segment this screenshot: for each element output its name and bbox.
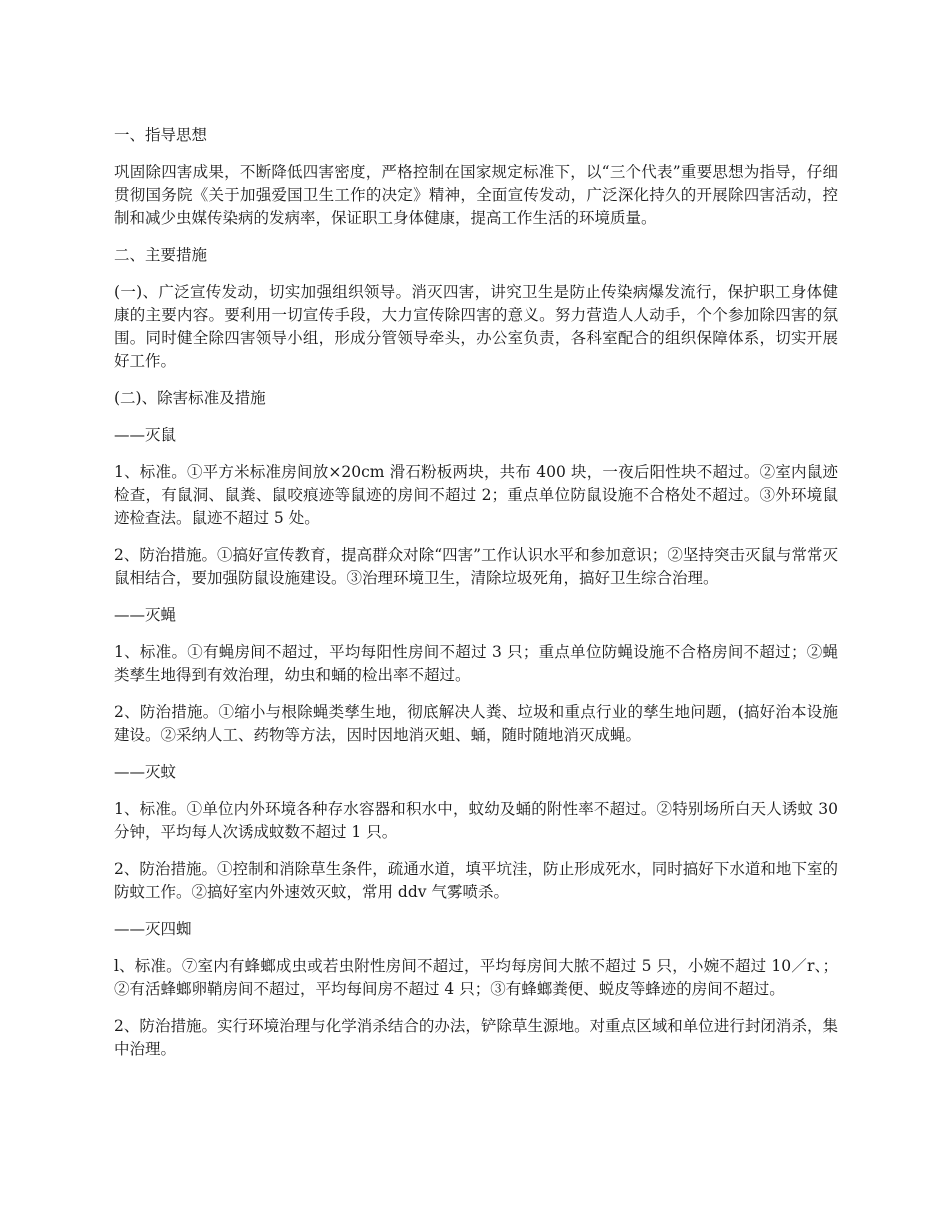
item-heading-rats: ——灭鼠 [114,426,177,444]
paragraph-guiding-ideology: 巩固除四害成果，不断降低四害密度，严格控制在国家规定标准下，以“三个代表”重要思想为指导，仔细贯彻国务院《关于加强爱国卫生工作的决定》精神，全面宣传发动，广泛深化持久的开展除四害活动，控制和减少虫媒传染病的发病率，保证职工身体健康，提高工作生活的环境质量。 [114,163,838,227]
paragraph-cockroaches-measures: 2、防治措施。实行环境治理与化学消杀结合的办法，铲除草生源地。对重点区域和单位进行封闭消杀，集中治理。 [114,1017,838,1058]
section-heading-main-measures: 二、主要措施 [114,246,208,264]
item-heading-mosquitoes: ——灭蚊 [114,763,177,781]
subsection-heading-standards: (二)、除害标准及措施 [114,389,266,407]
section-heading-guiding-ideology: 一、指导思想 [114,126,208,144]
item-heading-flies: ——灭蝇 [114,606,177,624]
paragraph-flies-measures: 2、防治措施。①缩小与根除蝇类孳生地，彻底解决人粪、垃圾和重点行业的孳生地问题，(搞好治本设施建设。②采纳人工、药物等方法，因时因地消灭蛆、蛹，随时随地消灭成蝇。 [114,703,838,744]
paragraph-rats-standard: 1、标准。①平方米标准房间放×20cm 滑石粉板两块，共布 400 块，一夜后阳性块不超过。②室内鼠迹检查，有鼠洞、鼠粪、鼠咬痕迹等鼠迹的房间不超过 2；重点单位防鼠设施不合格处不超过。③外环境鼠迹检查法。鼠迹不超过 5 处。 [114,463,838,527]
paragraph-flies-standard: 1、标准。①有蝇房间不超过，平均每阳性房间不超过 3 只；重点单位防蝇设施不合格房间不超过；②蝇类孳生地得到有效治理，幼虫和蛹的检出率不超过。 [114,643,838,684]
paragraph-cockroaches-standard: l、标准。⑦室内有蜂螂成虫或若虫附性房间不超过，平均每房间大脓不超过 5 只，小婉不超过 10／r、；②有活蜂螂卵鞘房间不超过，平均每间房不超过 4 只；③有蜂螂粪便、蜕皮等蜂迹的房间不超过。 [114,957,838,998]
item-heading-cockroaches: ——灭四蜘 [114,920,192,938]
paragraph-publicity-organization: (一)、广泛宣传发动，切实加强组织领导。消灭四害，讲究卫生是防止传染病爆发流行，保护职工身体健康的主要内容。要利用一切宣传手段，大力宣传除四害的意义。努力营造人人动手，个个参加除四害的氛围。同时健全除四害领导小组，形成分管领导牵头，办公室负责，各科室配合的组织保障体系，切实开展好工作。 [114,283,838,370]
paragraph-mosquitoes-standard: 1、标准。①单位内外环境各种存水容器和积水中，蚊幼及蛹的附性率不超过。②特别场所白天人诱蚊 30 分钟，平均每人次诱成蚊数不超过 1 只。 [114,800,838,841]
paragraph-mosquitoes-measures: 2、防治措施。①控制和消除草生条件，疏通水道，填平坑洼，防止形成死水，同时搞好下水道和地下室的防蚊工作。②搞好室内外速效灭蚊，常用 ddv 气雾喷杀。 [114,860,838,901]
paragraph-rats-measures: 2、防治措施。①搞好宣传教育，提高群众对除“四害”工作认识水平和参加意识；②坚持突击灭鼠与常常灭鼠相结合，要加强防鼠设施建设。③治理环境卫生，清除垃圾死角，搞好卫生综合治理。 [114,546,838,587]
document-body [114,124,838,1061]
